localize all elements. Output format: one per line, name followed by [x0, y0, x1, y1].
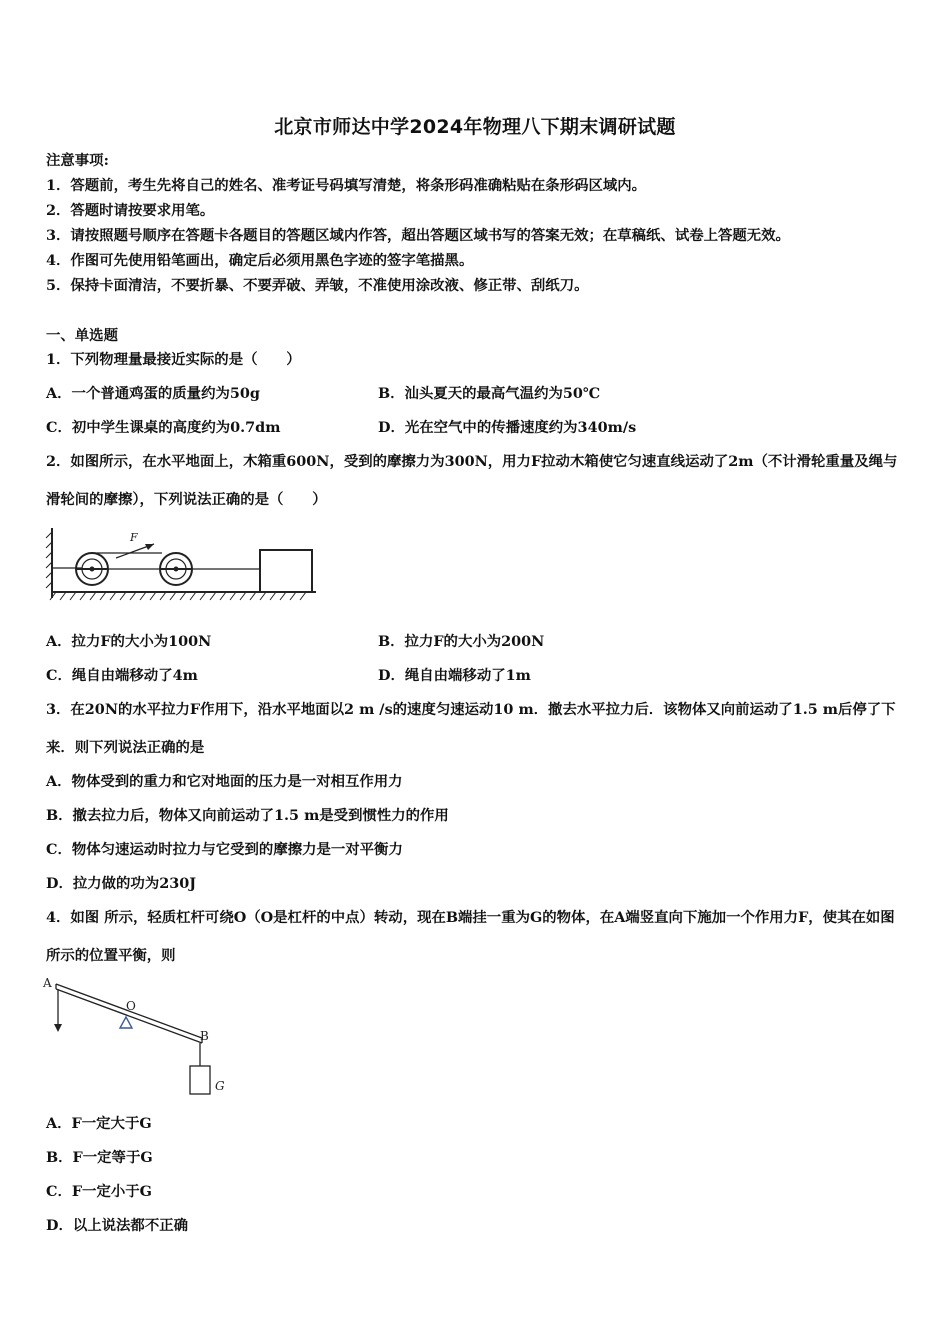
notice-item: 4．作图可先使用铅笔画出，确定后必须用黑色字迹的签字笔描黑。	[46, 252, 474, 269]
q2-option-c: C．绳自由端移动了4m	[46, 667, 198, 684]
notice-item: 5．保持卡面清洁，不要折暴、不要弄破、弄皱，不准使用涂改液、修正带、刮纸刀。	[46, 277, 589, 294]
notice-item: 3．请按照题号顺序在答题卡各题目的答题区域内作答，超出答题区域书写的答案无效；在草稿纸、试卷上答题无效。	[46, 227, 790, 244]
pivot-o-label: O	[126, 999, 136, 1013]
notice-heading: 注意事项:	[46, 152, 109, 169]
q3-stem: 3．在20N的水平拉力F作用下，沿水平地面以2 m /s的速度匀速运动10 m．撤去水平拉力后．该物体又向前运动了1.5 m后停了下来．则下列说法正确的是	[46, 701, 896, 756]
q2-stem: 2．如图所示，在水平地面上，木箱重600N，受到的摩擦力为300N，用力F拉动木箱使它匀速直线运动了2m（不计滑轮重量及绳与滑轮间的摩擦），下列说法正确的是（ ）	[46, 453, 898, 508]
q2-option-b: B．拉力F的大小为200N	[378, 633, 545, 650]
q1-option-d: D．光在空气中的传播速度约为340m/s	[378, 419, 637, 436]
notice-item: 2．答题时请按要求用笔。	[46, 202, 215, 219]
pulley-figure	[44, 522, 322, 606]
q4-option-a: A．F一定大于G	[46, 1115, 152, 1132]
q3-option-a: A．物体受到的重力和它对地面的压力是一对相互作用力	[46, 773, 403, 790]
q4-option-b: B．F一定等于G	[46, 1149, 153, 1166]
q1-option-a: A．一个普通鸡蛋的质量约为50g	[46, 385, 260, 402]
q2-option-a: A．拉力F的大小为100N	[46, 633, 212, 650]
q1-option-b: B．汕头夏天的最高气温约为50℃	[378, 385, 601, 402]
weight-g-label: G	[215, 1079, 225, 1093]
point-a-label: A	[43, 976, 52, 990]
q1-option-c: C．初中学生课桌的高度约为0.7dm	[46, 419, 281, 436]
q3-option-b: B．撤去拉力后，物体又向前运动了1.5 m是受到惯性力的作用	[46, 807, 449, 824]
lever-figure	[40, 974, 240, 1098]
q1-stem: 1．下列物理量最接近实际的是（ ）	[46, 351, 301, 368]
page-title: 北京市师达中学2024年物理八下期末调研试题	[274, 116, 676, 138]
q4-stem: 4．如图 所示，轻质杠杆可绕O（O是杠杆的中点）转动，现在B端挂一重为G的物体，在A端竖直向下施加一个作用力F，使其在如图所示的位置平衡，则	[46, 909, 895, 964]
q4-option-d: D．以上说法都不正确	[46, 1217, 188, 1234]
q3-option-c: C．物体匀速运动时拉力与它受到的摩擦力是一对平衡力	[46, 841, 403, 858]
q3-option-d: D．拉力做的功为230J	[46, 875, 197, 892]
section-heading: 一、单选题	[46, 327, 118, 344]
q4-option-c: C．F一定小于G	[46, 1183, 152, 1200]
point-b-label: B	[200, 1029, 209, 1043]
force-label: F	[130, 531, 138, 544]
q2-option-d: D．绳自由端移动了1m	[378, 667, 531, 684]
notice-item: 1．答题前，考生先将自己的姓名、准考证号码填写清楚，将条形码准确粘贴在条形码区域内。	[46, 177, 647, 194]
